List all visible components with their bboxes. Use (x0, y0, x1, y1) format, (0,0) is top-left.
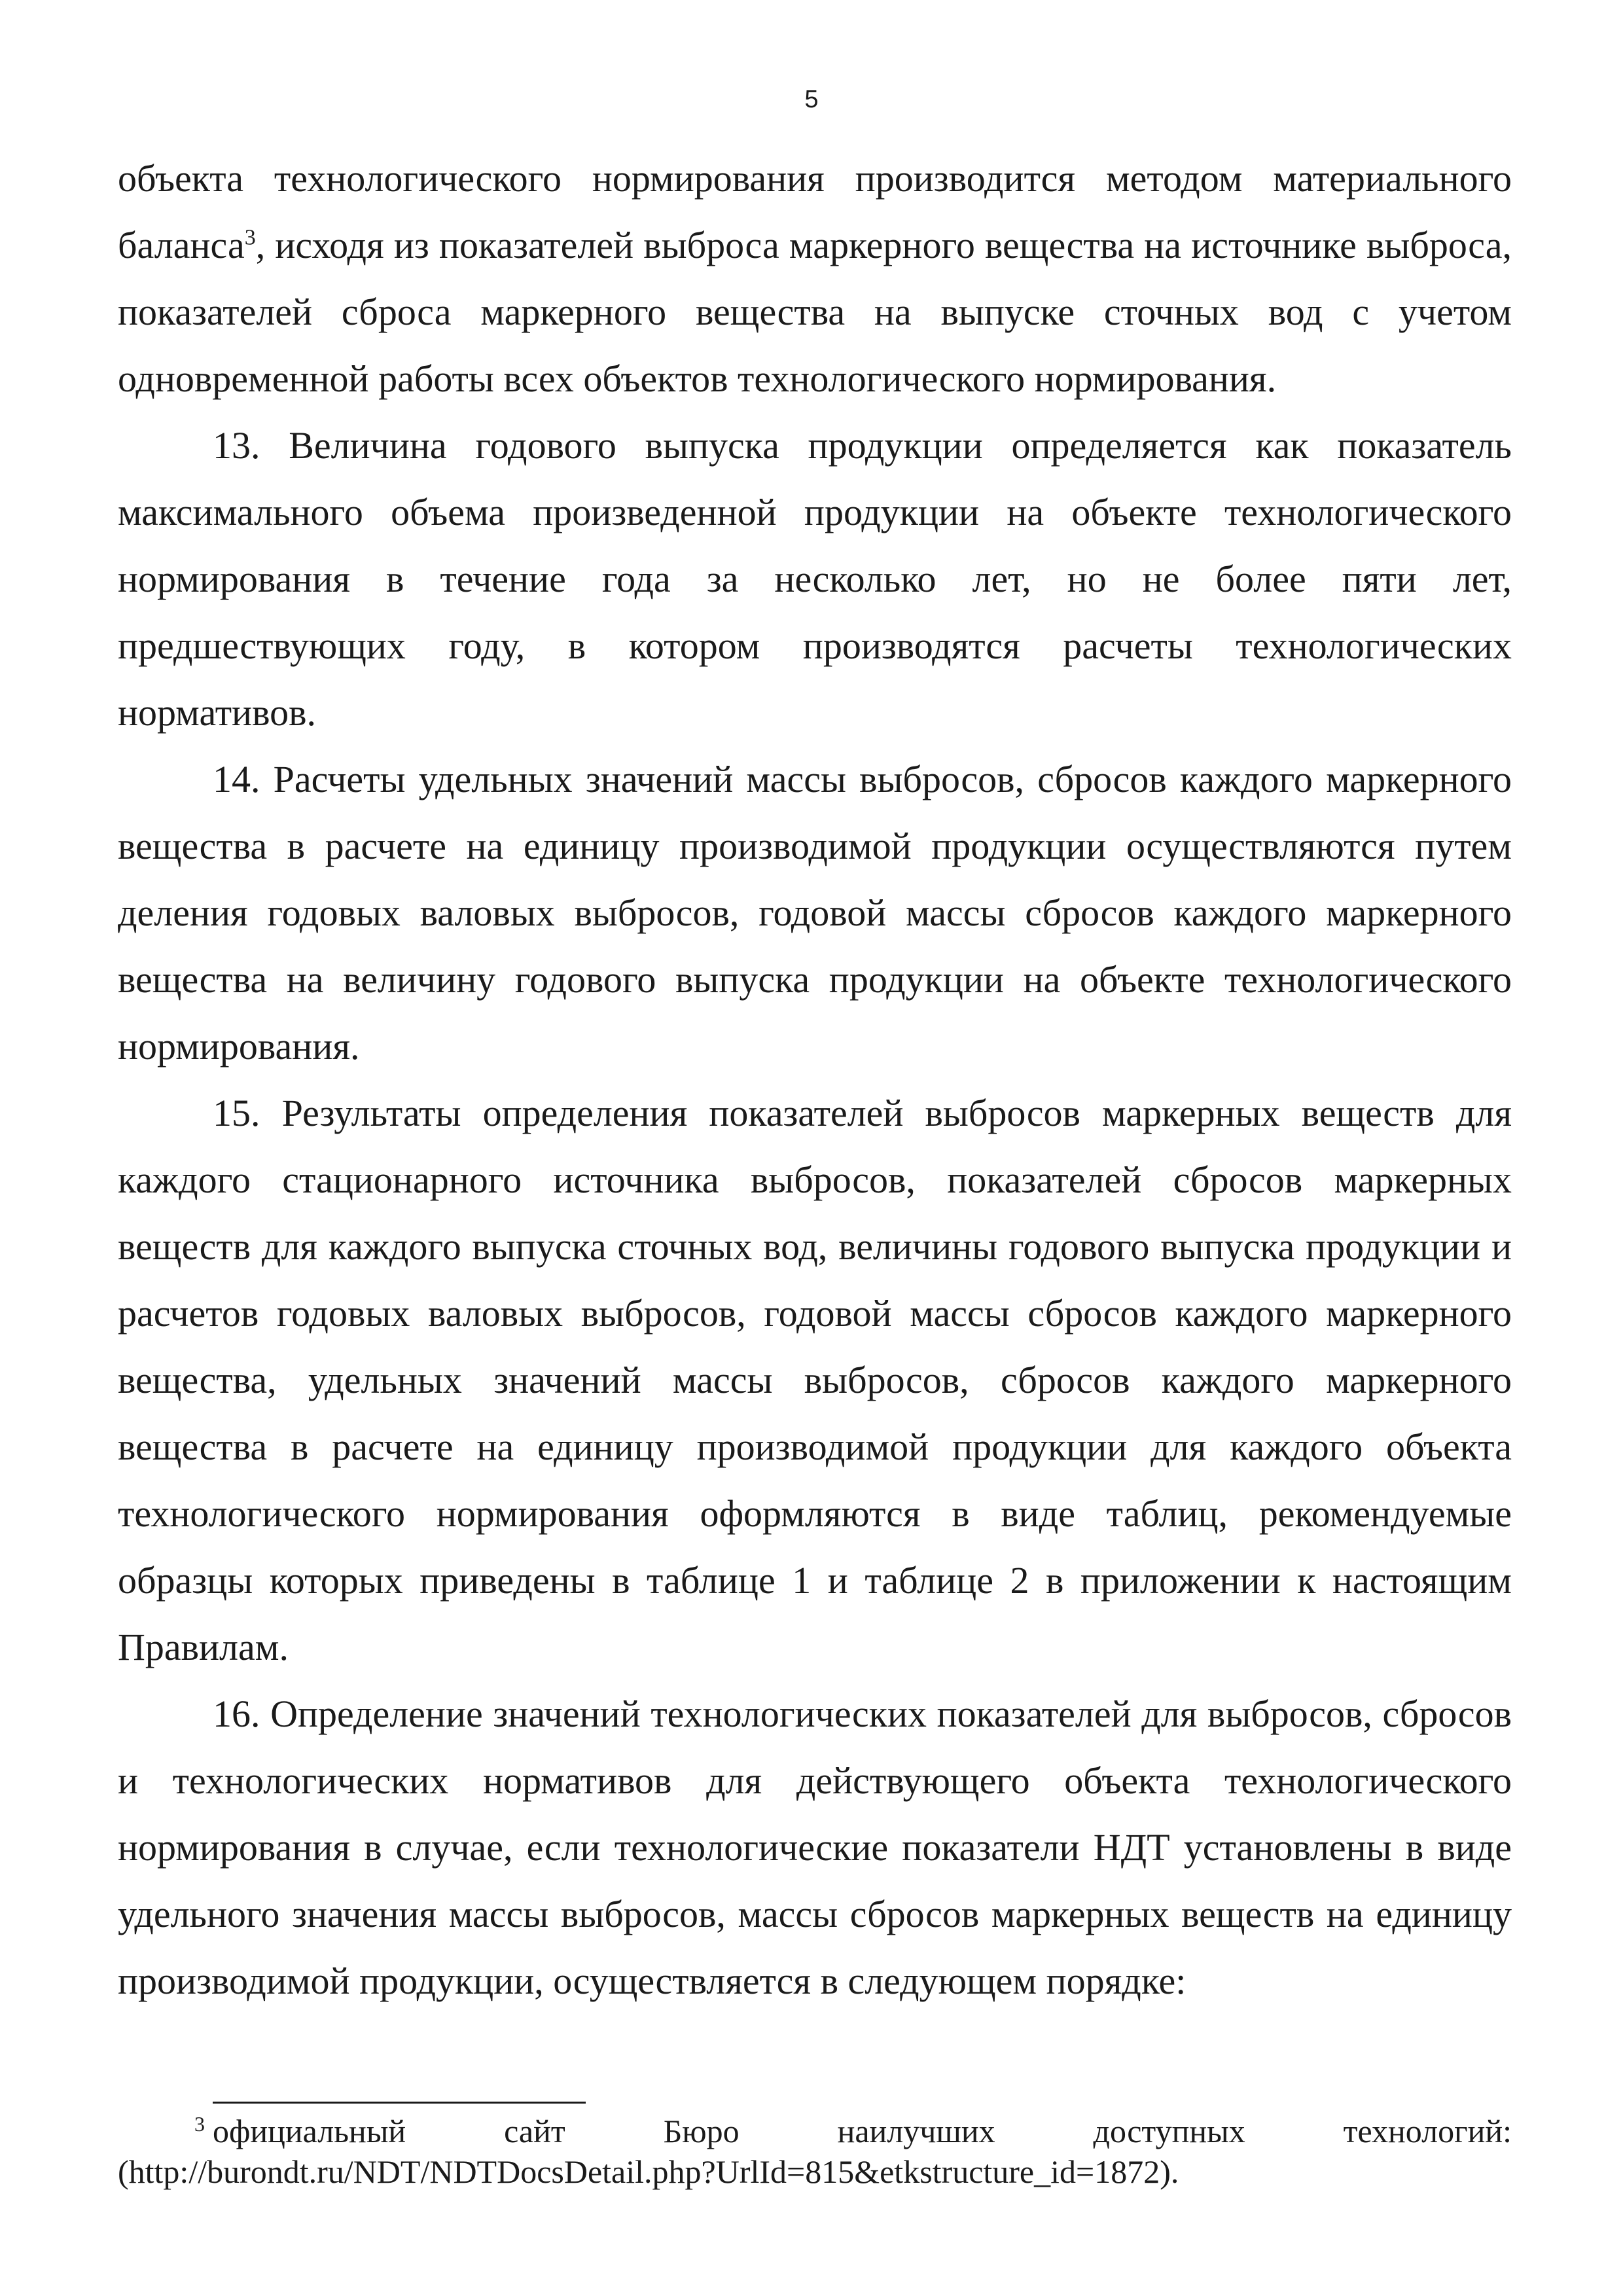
footnote-reference[interactable]: 3 (244, 225, 256, 250)
footnote-mark (118, 2111, 213, 2137)
footnote-text: официальный сайт Бюро наилучших доступных технологий: (213, 2113, 1512, 2149)
paragraph-15: 15. Результаты определения показателей выбросов маркерных веществ для каждого стационарного источника выбросов, показателей сбросов маркерных веществ для каждого выпуска сточных вод, величины годового выпуска продукции и расчетов годовых валовых выбросов, годовой массы сбросов каждого маркерного вещества, удельных значений массы выбросов, сбросов каждого маркерного вещества в расчете на единицу производимой продукции для каждого объекта технологического нормирования оформляются в виде таблиц, рекомендуемые образцы которых приведены в таблице 1 и таблице 2 в приложении к настоящим Правилам. (118, 1092, 1512, 1668)
paragraph-13: 13. Величина годового выпуска продукции определяется как показатель максимального объема произведенной продукции на объекте технологического нормирования в течение года за несколько лет, но не более пяти лет, предшествующих году, в котором производятся расчеты технологических нормативов. (118, 424, 1512, 734)
document-body (118, 145, 1512, 2015)
paragraph-text: объекта технологического нормирования производится методом материального баланса (118, 157, 1512, 266)
footnote (118, 2111, 1512, 2192)
paragraph-text-rest: , исходя из показателей выброса маркерного вещества на источнике выброса, показателей сброса маркерного вещества на выпуске сточных вод с учетом одновременной работы всех объектов технологического нормирования. (118, 224, 1512, 400)
paragraph-continuation (118, 145, 1512, 412)
footnote-separator (213, 2102, 586, 2104)
paragraph-14: 14. Расчеты удельных значений массы выбросов, сбросов каждого маркерного вещества в расчете на единицу производимой продукции осуществляются путем деления годовых валовых выбросов, годовой массы сбросов каждого маркерного вещества на величину годового выпуска продукции на объекте технологического нормирования. (118, 758, 1512, 1067)
footnote-first-line (118, 2111, 1512, 2151)
paragraph-16: 16. Определение значений технологических показателей для выбросов, сбросов и технологических нормативов для действующего объекта технологического нормирования в случае, если технологические показатели НДТ установлены в виде удельного значения массы выбросов, массы сбросов маркерных веществ на единицу производимой продукции, осуществляется в следующем порядке: (118, 1693, 1512, 2002)
footnote-link[interactable]: (http://burondt.ru/NDT/NDTDocsDetail.php?UrlId=815&etkstructure_id=1872). (118, 2153, 1179, 2190)
footnote-mark-text: 3 (194, 2112, 205, 2136)
page-number: 5 (804, 86, 819, 113)
